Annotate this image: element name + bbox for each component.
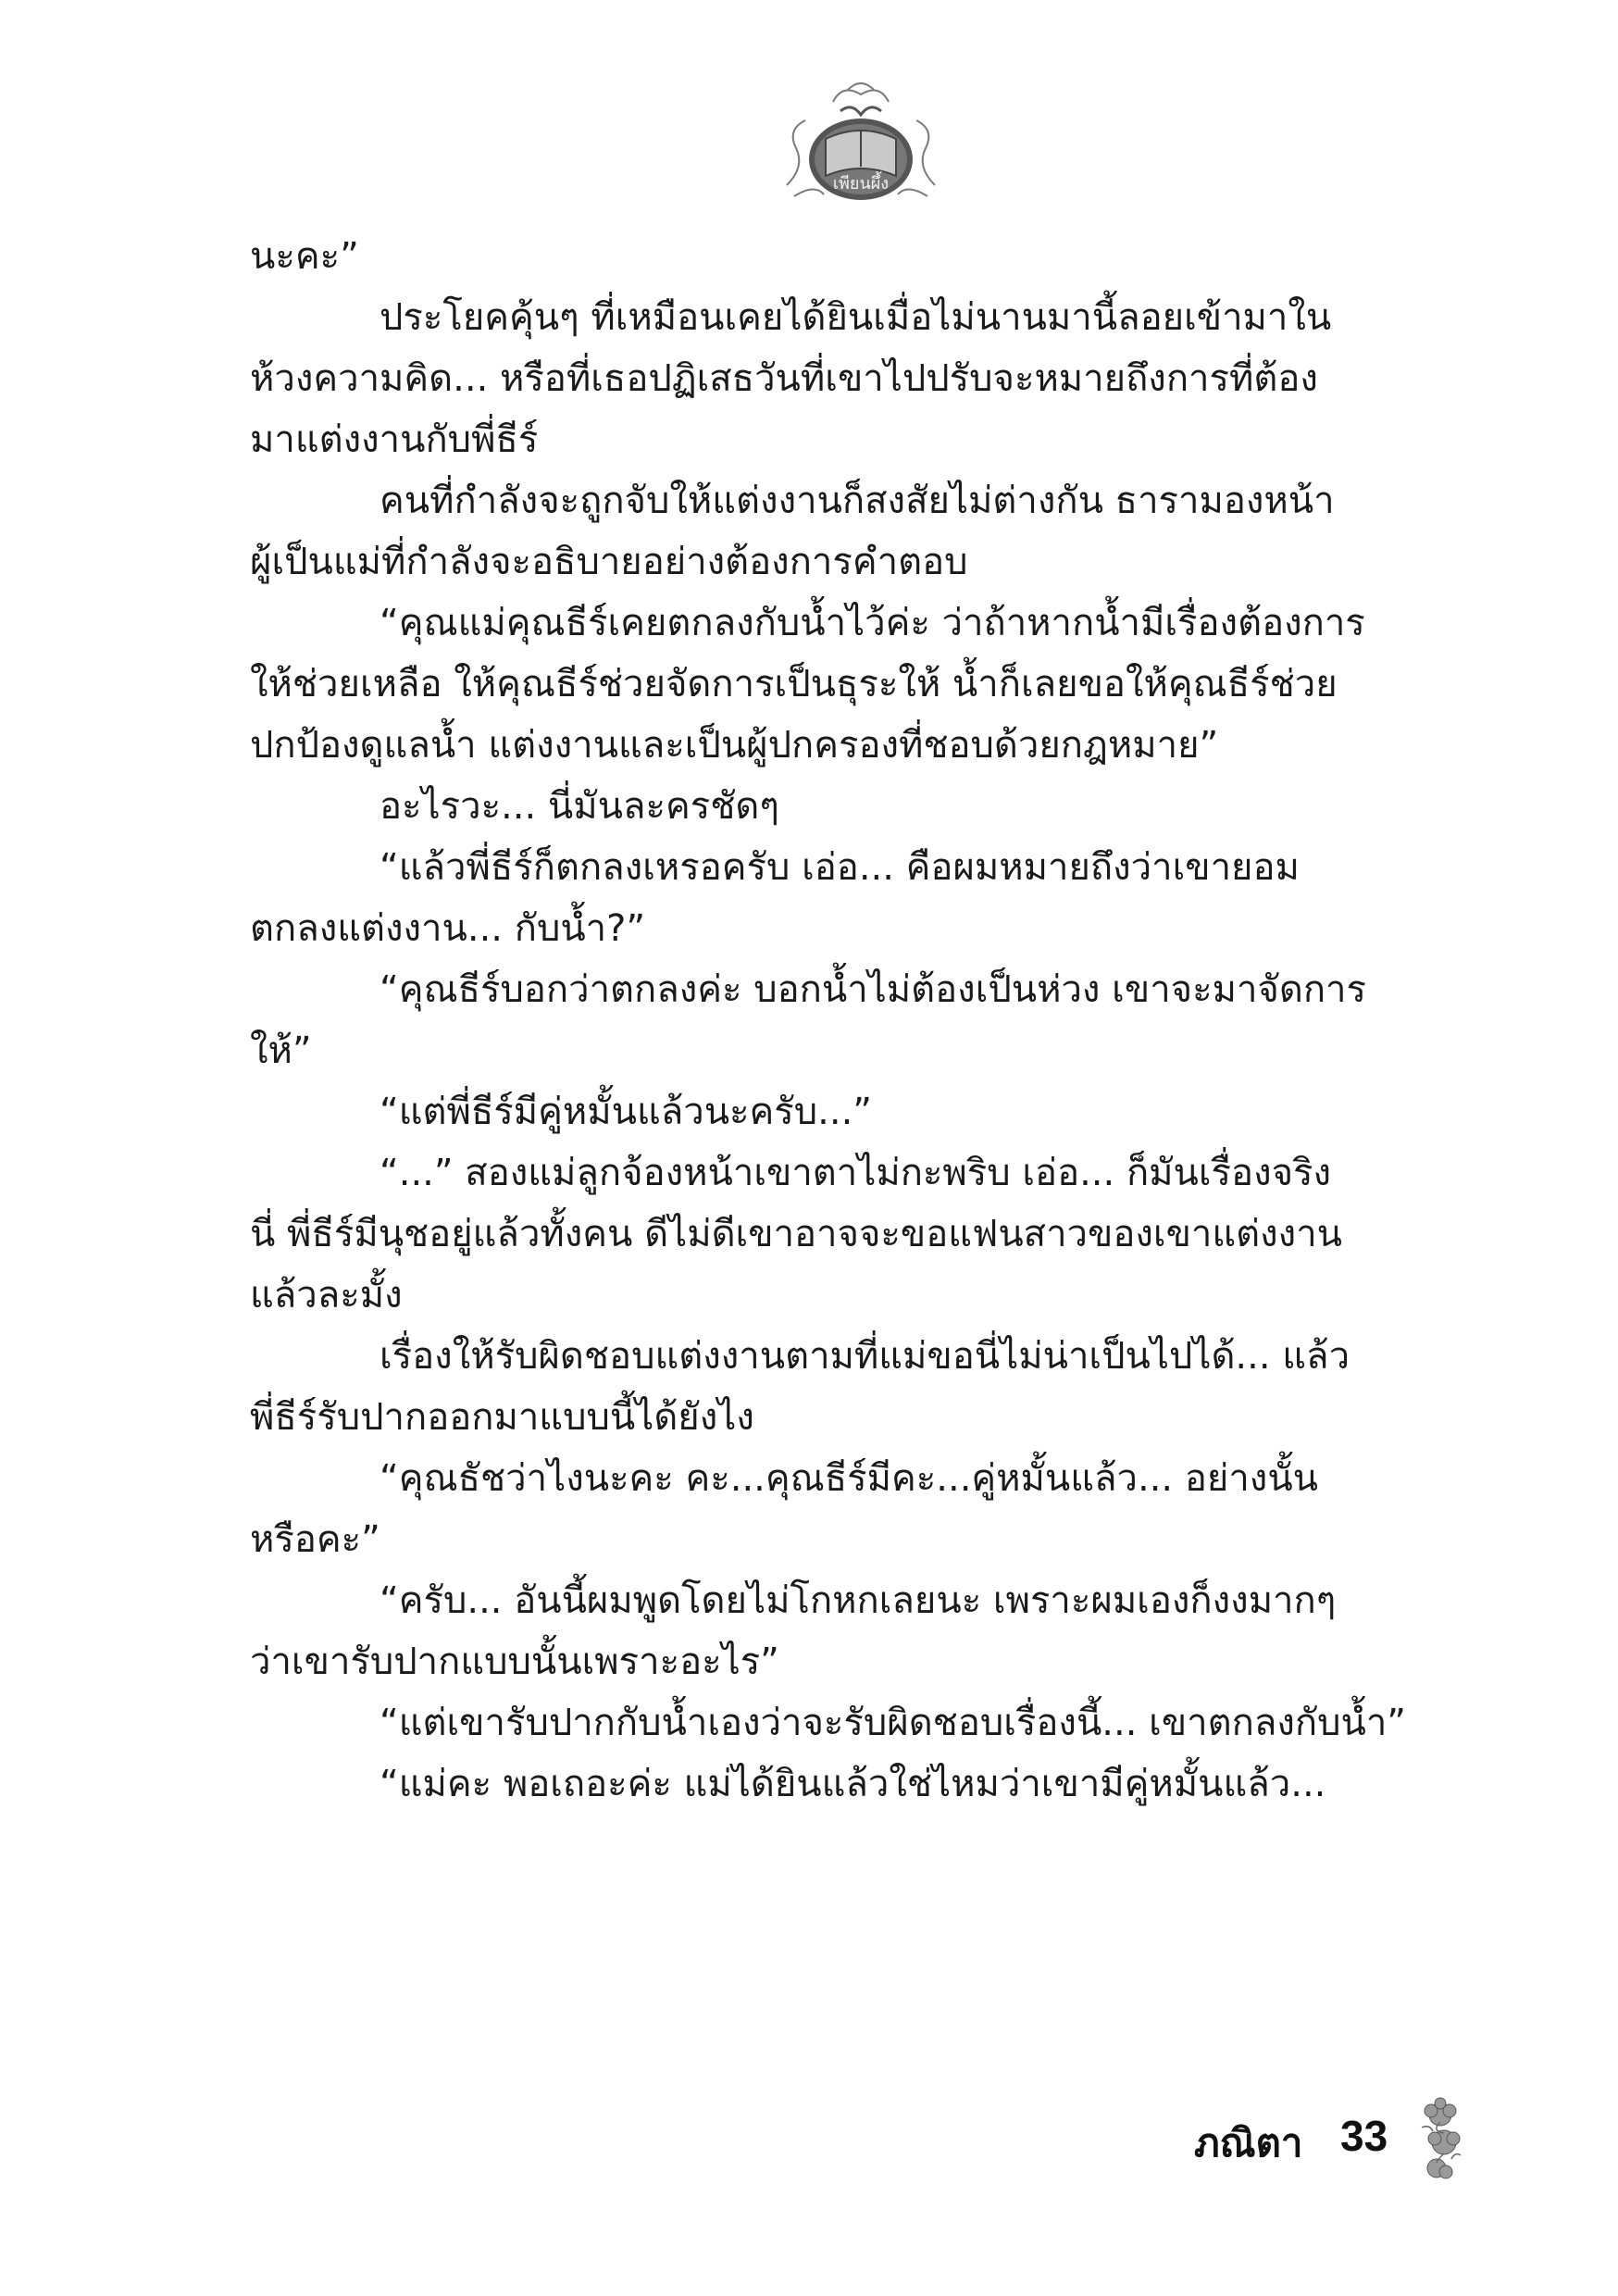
paragraph: อะไรวะ... นี่มันละครชัดๆ — [380, 785, 779, 828]
logo-text: เพียนผึ้ง — [832, 174, 890, 193]
body-text — [250, 226, 1453, 1815]
page-number: 33 — [1340, 2112, 1388, 2160]
ornamental-book-emblem-icon — [768, 74, 953, 213]
paragraph: “แล้วพี่ธีร์ก็ตกลงเหรอครับ เอ่อ... คือผมหมายถึงว่าเขายอม ตกลงแต่งงาน... กับน้ำ?” — [250, 846, 1300, 950]
paragraph: คนที่กำลังจะถูกจับให้แต่งงานก็สงสัยไม่ต่างกัน ธารามองหน้า ผู้เป็นแม่ที่กำลังจะอธิบายอย่างต้องการคำตอบ — [250, 480, 1335, 583]
paragraph: “คุณธัชว่าไงนะคะ คะ...คุณธีร์มีคะ...คู่หมั้นแล้ว... อย่างนั้น หรือคะ” — [250, 1457, 1319, 1561]
paragraph: ประโยคคุ้นๆ ที่เหมือนเคยได้ยินเมื่อไม่นานมานี้ลอยเข้ามาใน ห้วงความคิด... หรือที่เธอปฏิเสธวันที่เขาไปปรับจะหมายถึงการที่ต้อง มาแต่งงานกับพี่ธีร์ — [250, 296, 1332, 461]
paragraph: “ครับ... อันนี้ผมพูดโดยไม่โกหกเลยนะ เพราะผมเองก็งงมากๆ ว่าเขารับปากแบบนั้นเพราะอะไร” — [250, 1579, 1337, 1683]
paragraph: “แต่เขารับปากกับน้ำเองว่าจะรับผิดชอบเรื่องนี้... เขาตกลงกับน้ำ” — [380, 1702, 1407, 1744]
paragraph: นะคะ” — [250, 235, 359, 278]
book-title: ภณิตา — [1194, 2120, 1303, 2165]
paragraph: “...” สองแม่ลูกจ้องหน้าเขาตาไม่กะพริบ เอ่อ... ก็มันเรื่องจริง นี่ พี่ธีร์มีนุชอยู่แล้วทั้งคน ดีไม่ดีเขาอาจจะขอแฟนสาวของเขาแต่งงาน แล้วละมั้ง — [250, 1152, 1343, 1316]
paragraph: “แต่พี่ธีร์มีคู่หมั้นแล้วนะครับ...” — [380, 1091, 873, 1133]
page-footer — [1194, 2094, 1490, 2187]
paragraph: “แม่คะ พอเถอะค่ะ แม่ได้ยินแล้วใช่ไหมว่าเขามีคู่หมั้นแล้ว... — [380, 1763, 1326, 1805]
paragraph: เรื่องให้รับผิดชอบแต่งงานตามที่แม่ขอนี่ไม่น่าเป็นไปได้... แล้ว พี่ธีร์รับปากออกมาแบบนี้ได้ยังไง — [250, 1335, 1350, 1439]
paragraph: “คุณแม่คุณธีร์เคยตกลงกับน้ำไว้ค่ะ ว่าถ้าหากน้ำมีเรื่องต้องการ ให้ช่วยเหลือ ให้คุณธีร์ช่วยจัดการเป็นธุระให้ น้ำก็เลยขอให้คุณธีร์ช่วย ปกป้องดูแลน้ำ แต่งงานและเป็นผู้ปกครองที่ชอบด้วยกฎหมาย” — [250, 602, 1365, 767]
flower-ornament-icon — [1403, 2094, 1477, 2187]
paragraph: “คุณธีร์บอกว่าตกลงค่ะ บอกน้ำไม่ต้องเป็นห่วง เขาจะมาจัดการ ให้” — [250, 968, 1366, 1072]
